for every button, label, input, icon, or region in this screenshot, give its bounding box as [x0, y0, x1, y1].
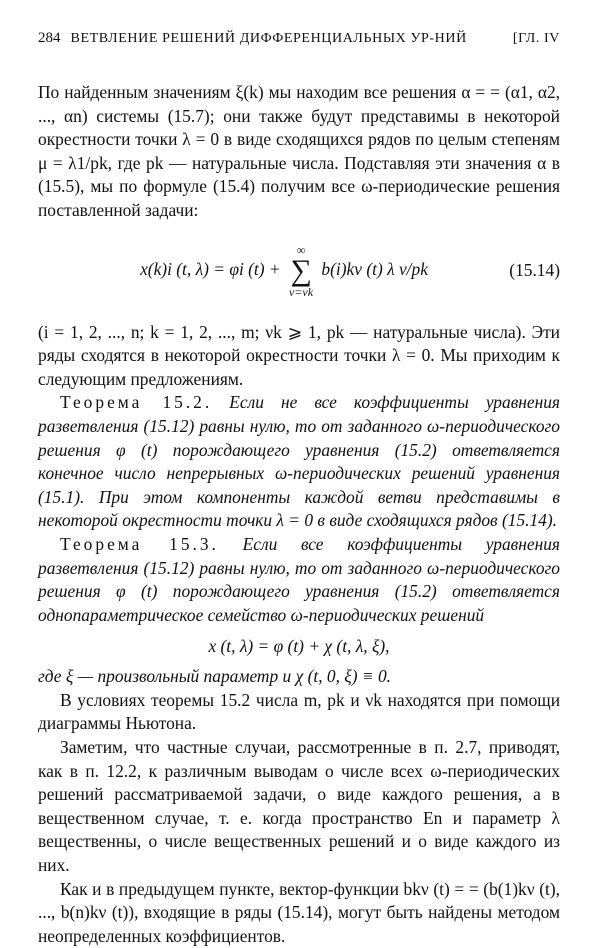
- chapter-section: [ГЛ. IV: [512, 31, 560, 46]
- formula-15-14: [38, 225, 560, 317]
- sum-symbol: ∑: [290, 253, 312, 287]
- formula-lhs: x(k)i (t, λ) = φi (t) +: [140, 258, 285, 279]
- theorem-15-3: [38, 533, 560, 627]
- paragraph-vector-functions: Как и в предыдущем пункте, вектор-функции bkν (t) = = (b(1)kν (t), ..., b(n)kν (t)), входящие в ряды (15.14), могут быть найдены методом неопределенных коэффициентов.: [38, 878, 560, 946]
- theorem-15-2: [38, 391, 560, 533]
- page-number: 284: [38, 30, 61, 46]
- formula-expression: [38, 244, 490, 298]
- theorem-15-3-text: Если все коэффициенты уравнения разветвления (15.12) равны нулю, то от заданного ω-периодического решения φ (t) порождающего уравнения (15.2) ответвляется однопараметрическое семейство ω-периодических решений: [38, 533, 560, 625]
- running-header: [38, 30, 560, 47]
- chapter-title: ВЕТВЛЕНИЕ РЕШЕНИЙ ДИФФЕРЕНЦИАЛЬНЫХ УР-НИЙ: [70, 31, 467, 46]
- paragraph-parameter: где ξ — произвольный параметр и χ (t, 0, ξ) ≡ 0.: [38, 666, 391, 687]
- formula-rhs: b(i)kν (t) λ ν/pk: [321, 258, 428, 279]
- paragraph-solutions: По найденным значениям ξ(k) мы находим все решения α = = (α1, α2, ..., αn) системы (15.7); они также будут представимы в некоторой окрестности точки λ = 0 в виде сходящихся рядов по целым степеням μ = λ1/pk, где pk — натуральные числа. Подставляя эти значения α в (15.5), мы по формуле (15.4) получим все ω-периодические решения поставленной задачи:: [38, 82, 560, 220]
- theorem-15-3-label: Теорема 15.3.: [60, 533, 219, 554]
- sum-operator: [289, 244, 313, 298]
- theorem-15-2-text: Если не все коэффициенты уравнения разветвления (15.12) равны нулю, то от заданного ω-периодического решения φ (t) порождающего уравнения (15.2) ответвляется конечное число непрерывных ω-периодических решений уравнения (15.1). При этом компоненты каждой ветви представимы в некоторой окрестности точки λ = 0 в виде сходящихся рядов (15.14).: [38, 392, 561, 531]
- formula-family: x (t, λ) = φ (t) + χ (t, λ, ξ),: [208, 636, 390, 657]
- theorem-15-2-label: Теорема 15.2.: [60, 392, 213, 413]
- equation-number: (15.14): [509, 260, 560, 281]
- sum-upper-limit: ∞: [296, 242, 306, 257]
- paragraph-convergence: (i = 1, 2, ..., n; k = 1, 2, ..., m; νk ⩾ 1, pk — натуральные числа). Эти ряды сходятся в некоторой окрестности точки λ = 0. Мы приходим к следующим предложениям.: [38, 321, 560, 389]
- paragraph-newton: В условиях теоремы 15.2 числа m, pk и νk находятся при помощи диаграммы Ньютона.: [38, 689, 560, 734]
- sum-lower-limit: ν=νk: [288, 284, 314, 299]
- book-page: [38, 30, 560, 948]
- paragraph-special-cases: Заметим, что частные случаи, рассмотренные в п. 2.7, приводят, как в п. 12.2, к различным выводам о числе всех ω-периодических решений рассматриваемой задачи, о виде каждого решения, а в вещественном случае, т. е. когда пространство En и параметр λ вещественны, о числе вещественных решений и о виде каждого из них.: [38, 737, 560, 876]
